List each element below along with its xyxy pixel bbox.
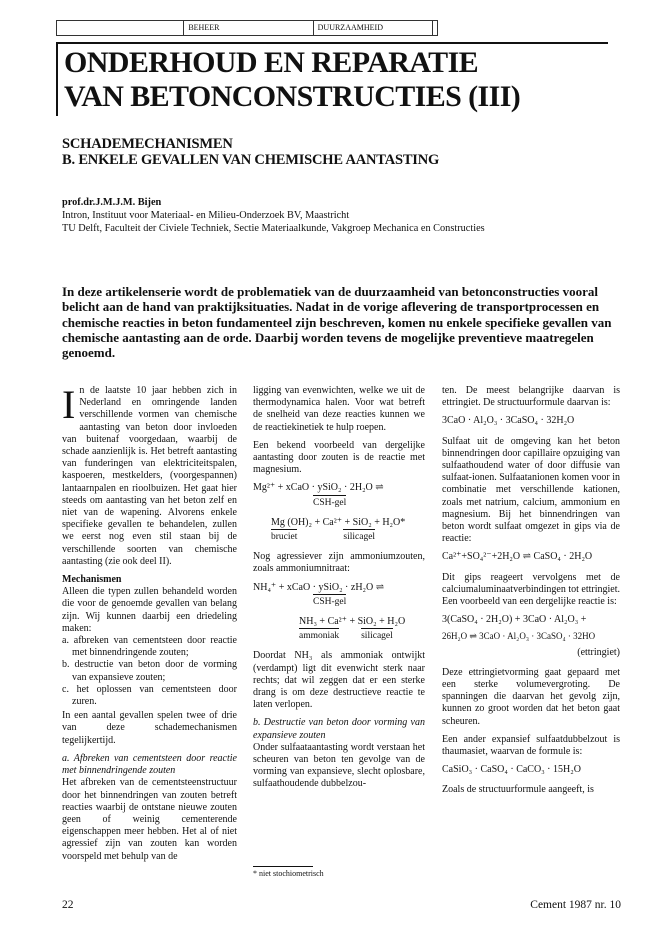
formula-label: CSH-gel xyxy=(313,594,346,608)
formula-label: bruciet xyxy=(271,529,297,543)
intro-text: n de laatste 10 jaar hebben zich in Nederland en omringende landen verschillende vormen van chemische aantasting van beton door invloeden van buitenaf voorgedaan, waarbij de schade aanzienlijk is. Het betreft aantasting van funderingen van elektriciteitspalen, kaspoeren, mestkelders, (voorgespannen) lantaarnpalen en rioolbuizen. Het gaat hier steeds om aantasting van het beton zelf en niet van de wapening. Alvorens enkele specifieke gevallen te behandelen, zullen we eerst nog even stil staan bij de verschillende soorten van chemische aantasting (zie ook deel II). xyxy=(62,385,237,567)
formula-magnesium-1 xyxy=(253,482,425,508)
page-number: 22 xyxy=(62,899,74,911)
paragraph: Een ander expansief sulfaatdubbelzout is thaumasiet, waarvan de formule is: xyxy=(442,733,620,758)
paragraph: Sulfaat uit de omgeving kan het beton binnendringen door capillaire opzuiging van sulfaathoudend water of door diffusie van sulfaat-ionen. Sulfaatanionen komen voor in combinatie met verschillende kationen, zoals met natrium, calcium, ammonium en magnesium. Bij het binnendringen van beton wordt sulfaat omgezet in gips via de reactie: xyxy=(442,435,621,545)
formula-reaction-line2: 26H₂O ⇌ 3CaO · Al₂O₃ · 3CaSO₄ · 32HO xyxy=(442,631,596,642)
formula-ammonium-2 xyxy=(253,616,425,642)
subsection-heading-b: b. Destructie van beton door vorming van expansieve zouten xyxy=(253,717,425,741)
header-cell-duurzaamheid: DUURZAAMHEID xyxy=(314,21,433,35)
formula-label: silicagel xyxy=(343,529,375,543)
intro-paragraph xyxy=(62,382,237,568)
header-cell-beheer: BEHEER xyxy=(184,21,313,35)
formula-label-ettringiet: (ettringiet) xyxy=(577,646,620,658)
paragraph: Zoals de structuurformule aangeeft, is xyxy=(442,784,594,796)
list-item: b. destructie van beton door de vorming van expansieve zouten; xyxy=(62,659,237,683)
formula-magnesium-2 xyxy=(253,517,425,543)
after-list-paragraph: In een aantal gevallen spelen twee of drie van deze schademechanismen tegelijkertijd. xyxy=(62,710,237,746)
paragraph: Dit gips reageert vervolgens met de calciumaluminaatverbindingen tot ettringiet. Een voorbeeld van een dergelijke reactie is: xyxy=(442,571,620,608)
article-title-line1: ONDERHOUD EN REPARATIE xyxy=(64,46,479,79)
paragraph: Doordat NH₃ als ammoniak ontwijkt (verdampt) ligt dit evenwicht sterk naar rechts; dat wil zeggen dat er een sterke drang is om deze destructieve reactie te laten verlopen. xyxy=(253,650,425,711)
author-name: prof.dr.J.M.J.M. Bijen xyxy=(62,197,162,208)
author-block xyxy=(62,196,485,235)
formula-ammonium-1 xyxy=(253,582,425,608)
subsection-a-text: Het afbreken van de cementsteenstructuur door het binnendringen van zouten betreft reacties waarbij de ontstane nieuwe zouten geen of weinig cementerende eigenschappen meer hebben. Het al of niet agressief zijn van zouten kan worden voorspeld met behulp van de xyxy=(62,777,237,862)
mechanism-list xyxy=(62,635,237,708)
footnote: * niet stochiometrisch xyxy=(253,869,324,878)
paragraph: Deze ettringietvorming gaat gepaard met een sterke volumevergroting. De spanningen die daarvan het gevolg zijn, kunnen zo groot worden dat het beton gaat scheuren. xyxy=(442,666,620,727)
formula-label: silicagel xyxy=(361,628,393,642)
paragraph: ligging van evenwichten, welke we uit de thermodynamica halen. Voor wat betreft de snelheid van deze reacties kunnen we de reactiekinetiek te hulp roepen. xyxy=(253,385,425,433)
author-affiliation-2: TU Delft, Faculteit der Civiele Techniek, Sectie Materiaalkunde, Vakgroep Mechanica en Constructies xyxy=(62,223,485,234)
article-title-line2: VAN BETONCONSTRUCTIES (III) xyxy=(64,80,521,113)
author-affiliation-1: Intron, Instituut voor Materiaal- en Milieu-Onderzoek BV, Maastricht xyxy=(62,210,350,221)
section-header-bar xyxy=(56,20,438,36)
paragraph: Een bekend voorbeeld van dergelijke aantasting door zouten is de reactie met magnesium. xyxy=(253,439,425,476)
text-column-2 xyxy=(253,385,425,791)
paragraph: ten. De meest belangrijke daarvan is ettringiet. De structuurformule daarvan is: xyxy=(442,385,620,409)
formula-reaction-line1: 3(CaSO₄ · 2H₂O) + 3CaO · Al₂O₃ + xyxy=(442,614,587,626)
formula-label: CSH-gel xyxy=(313,495,346,509)
formula-text: Mg (OH)₂ + Ca²⁺ + SiO₂ + H₂O* xyxy=(271,516,406,528)
formula-text: NH₄⁺ + xCaO · ySiO₂ · zH₂O ⇌ xyxy=(253,581,385,593)
header-cell-empty-end xyxy=(433,21,437,35)
text-column-3 xyxy=(442,385,620,803)
formula-ettringiet: 3CaO · Al₂O₃ · 3CaSO₄ · 32H₂O xyxy=(442,415,575,427)
footnote-rule xyxy=(253,866,313,867)
text-column-1 xyxy=(62,382,237,863)
list-item: c. het oplossen van cementsteen door zuren. xyxy=(62,683,237,708)
mechanismen-text: Alleen die typen zullen behandeld worden die voor de genoemde gevallen van belang zijn. Wij kunnen daarbij een driedeling maken: xyxy=(62,586,237,634)
subsection-heading-a: a. Afbreken van cementsteen door reactie met binnendringende zouten xyxy=(62,752,237,777)
formula-text: Mg²⁺ + xCaO · ySiO₂ · 2H₂O ⇌ xyxy=(253,482,384,494)
lead-paragraph: In deze artikelenserie wordt de problematiek van de duurzaamheid van betonconstructies vooral belicht aan de hand van praktijksituaties. Nadat in de vorige aflevering de transportprocessen en chemische reacties in beton fundamenteel zijn beschreven, komen nu enkele specifieke gevallen van chemische aantasting aan de orde. Daarbij worden tevens de mogelijke preventieve maatregelen genoemd. xyxy=(62,284,612,361)
formula-gips: Ca²⁺+SO₄²⁻+2H₂O ⇌ CaSO₄ · 2H₂O xyxy=(442,551,593,563)
subsection-b-text: Onder sulfaataantasting wordt verstaan het scheuren van beton ten gevolge van de vorming van expansieve, slecht oplosbare, sulfaathoudende dubbelzou- xyxy=(253,741,425,790)
list-item: a. afbreken van cementsteen door reactie met binnendringende zouten; xyxy=(62,635,237,659)
header-cell-empty xyxy=(57,21,184,35)
drop-cap: I xyxy=(62,382,76,427)
formula-thaumasiet: CaSiO₃ · CaSO₄ · CaCO₃ · 15H₂O xyxy=(442,764,581,776)
formula-text: NH₃ + Ca²⁺ + SiO₂ + H₂O xyxy=(299,616,406,628)
subtitle-line1: SCHADEMECHANISMEN xyxy=(62,136,233,152)
paragraph: Nog agressiever zijn ammoniumzouten, zoals ammoniumnitraat: xyxy=(253,551,425,575)
subtitle-line2: B. ENKELE GEVALLEN VAN CHEMISCHE AANTASTING xyxy=(62,152,440,168)
journal-reference: Cement 1987 nr. 10 xyxy=(530,899,621,911)
title-box xyxy=(56,42,608,116)
formula-label: ammoniak xyxy=(299,628,339,642)
section-heading-mechanismen: Mechanismen xyxy=(62,574,122,586)
